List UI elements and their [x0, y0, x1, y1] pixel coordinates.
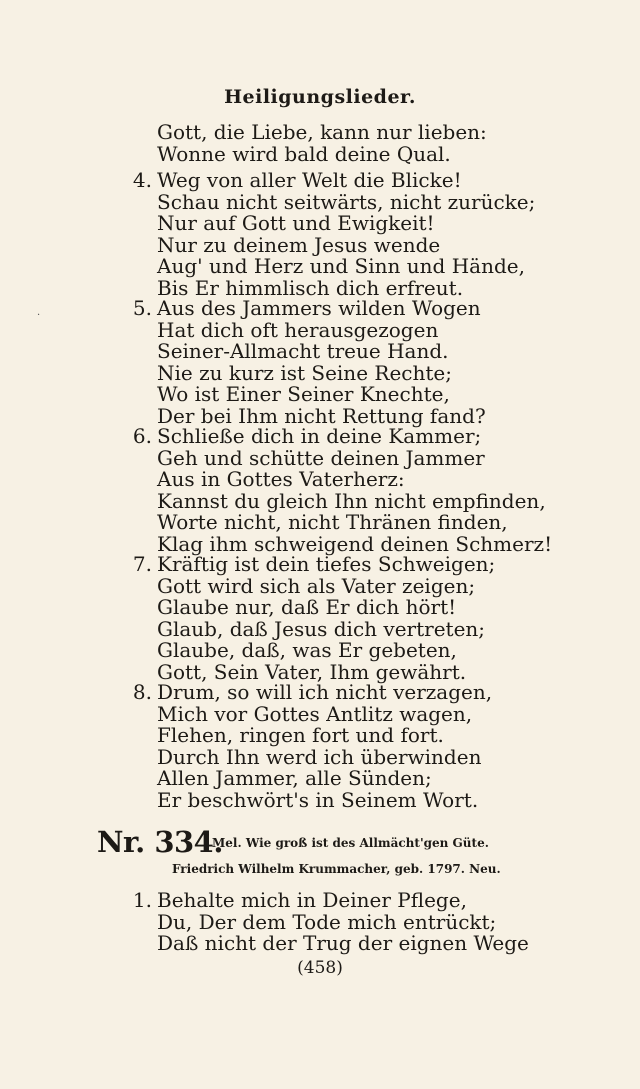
verse-line: Wonne wird bald deine Qual.: [157, 141, 451, 166]
verse-line: Der bei Ihm nicht Rettung fand?: [157, 404, 486, 428]
verse-line: Flehen, ringen fort und fort.: [157, 723, 444, 748]
verse-line: Er beschwört's in Seinem Wort.: [157, 788, 479, 812]
verse-line: Gott wird sich als Vater zeigen;: [157, 573, 476, 598]
author-line: Friedrich Wilhelm Krummacher, geb. 1797. Neu.: [172, 862, 501, 876]
verse-number: 7.: [132, 552, 152, 576]
verse-line: Gott, Sein Vater, Ihm gewährt.: [157, 660, 467, 684]
verse-line: Hat dich oft herausgezogen: [157, 317, 439, 342]
verse-number: 1.: [132, 888, 152, 912]
verse-number: 6.: [132, 424, 152, 448]
verse-line: Du, Der dem Tode mich entrückt;: [157, 909, 497, 934]
verse-line: Aus des Jammers wilden Wogen: [157, 296, 481, 320]
verse-line: Kannst du gleich Ihn nicht empfinden,: [157, 488, 546, 513]
verse-line: Glaub, daß Jesus dich vertreten;: [157, 616, 486, 641]
verse-line: Daß nicht der Trug der eignen Wege: [157, 931, 529, 956]
verse-line: Glaube, daß, was Er gebeten,: [157, 638, 457, 663]
verse-line: Kräftig ist dein tiefes Schweigen;: [157, 552, 496, 576]
verse-line: Worte nicht, nicht Thränen finden,: [157, 510, 508, 535]
verse-line: Durch Ihn werd ich überwinden: [157, 744, 482, 769]
verse-number: 5.: [132, 296, 152, 320]
verse-line: Wo ist Einer Seiner Knechte,: [157, 382, 450, 407]
verse-line: Weg von aller Welt die Blicke!: [157, 168, 462, 192]
verse-line: Behalte mich in Deiner Pflege,: [157, 888, 467, 912]
margin-mark: ·: [37, 310, 41, 321]
verse-line: Gott, die Liebe, kann nur lieben:: [157, 120, 487, 144]
verse-line: Nur zu deinem Jesus wende: [157, 232, 441, 257]
verse-line: Nur auf Gott und Ewigkeit!: [157, 211, 435, 236]
verse-line: Geh und schütte deinen Jammer: [157, 445, 485, 470]
verse-line: Glaube nur, daß Er dich hört!: [157, 595, 457, 620]
verse-line: Drum, so will ich nicht verzagen,: [157, 680, 493, 704]
verse-line: Aug' und Herz und Sinn und Hände,: [157, 254, 525, 279]
page-number: (458): [297, 958, 343, 978]
verse-line: Mich vor Gottes Antlitz wagen,: [157, 701, 473, 726]
verse-line: Nie zu kurz ist Seine Rechte;: [157, 360, 452, 385]
running-header: Heiligungslieder.: [224, 86, 416, 108]
verse-line: Seiner-Allmacht treue Hand.: [157, 339, 449, 364]
hymn-number: Nr. 334.: [97, 825, 223, 859]
verse-line: Bis Er himmlisch dich erfreut.: [157, 276, 464, 300]
verse-line: Aus in Gottes Vaterherz:: [157, 467, 405, 492]
verse-number: 4.: [132, 168, 152, 192]
verse-line: Klag ihm schweigend deinen Schmerz!: [157, 532, 553, 556]
verse-number: 8.: [132, 680, 152, 704]
verse-line: Schließe dich in deine Kammer;: [157, 424, 482, 448]
verse-line: Allen Jammer, alle Sünden;: [157, 766, 432, 791]
melody-line: Mel. Wie groß ist des Allmächt'gen Güte.: [212, 836, 489, 850]
verse-line: Schau nicht seitwärts, nicht zurücke;: [157, 189, 536, 214]
